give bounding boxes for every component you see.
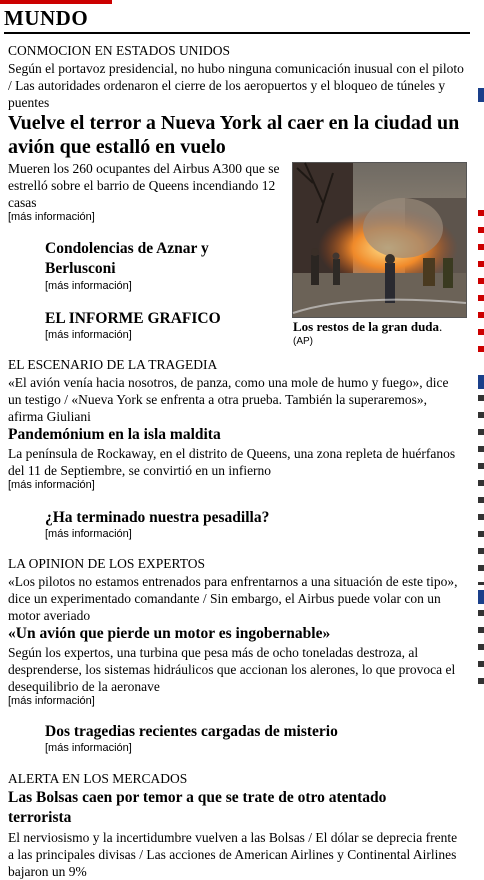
story1-more-link[interactable]: [más información] (8, 211, 95, 223)
story1-related1-more-link[interactable]: [más información] (45, 280, 132, 292)
story4-summary: El nerviosismo y la incertidumbre vuelven a las Bolsas / El dólar se deprecia frente a las principales divisas / Las acciones de American Airlines y Continental Airlines bajaron un 9% (8, 830, 458, 879)
story3-kicker: LA OPINION DE LOS EXPERTOS (8, 556, 205, 571)
photo-credit: (AP) (293, 336, 313, 347)
story1-summary: Mueren los 260 ocupantes del Airbus A300 que se estrelló sobre el barrio de Queens incendiando 12 casas (8, 161, 280, 210)
story1-headline[interactable]: Vuelve el terror a Nueva York al caer en la ciudad un avión que estalló en vuelo (8, 112, 460, 158)
story2-related1-more-link[interactable]: [más información] (45, 528, 132, 540)
story3-quote: «Los pilotos no estamos entrenados para enfrentarnos a una situación de este tipo», dice un experimentado comandante / Sin embargo, el Airbus puede volar con un motor averiado (8, 574, 458, 623)
story1-subheadline: Según el portavoz presidencial, no hubo ninguna comunicación inusual con el piloto / Las autoridades ordenaron el cierre de los aeropuertos y el bloqueo de túneles y puentes (8, 61, 464, 110)
story3-headline[interactable]: «Un avión que pierde un motor es ingobernable» (8, 625, 331, 642)
strip-blue-header (478, 88, 484, 102)
photo-caption (293, 319, 442, 335)
story1-kicker: CONMOCION EN ESTADOS UNIDOS (8, 43, 231, 58)
story4-kicker: ALERTA EN LOS MERCADOS (8, 771, 188, 786)
story2-quote: «El avión venía hacia nosotros, de panza, como una mole de humo y fuego», dice un testigo / «Nueva York se enfrenta a otra prueba. También la superaremos», afirma Giuliani (8, 375, 449, 424)
strip-dark-links (478, 395, 484, 585)
strip-blue-header-3 (478, 590, 484, 604)
story3-related1-headline[interactable]: Dos tragedias recientes cargadas de misterio (45, 723, 338, 740)
strip-blue-header-2 (478, 375, 484, 389)
story4-headline[interactable]: Las Bolsas caen por temor a que se trate de otro atentado terrorista (8, 789, 387, 826)
adjacent-column-strip (478, 0, 484, 870)
photo-caption-period: . (439, 319, 443, 334)
top-accent-bar (0, 0, 112, 4)
section-title: MUNDO (4, 6, 470, 34)
photo-caption-text: Los restos de la gran duda (293, 319, 440, 334)
story2-headline[interactable]: Pandemónium en la isla maldita (8, 426, 221, 443)
story1-related2-more-link[interactable]: [más información] (45, 329, 132, 341)
story3-related1-more-link[interactable]: [más información] (45, 742, 132, 754)
strip-red-links (478, 210, 484, 360)
story2-related1-headline[interactable]: ¿Ha terminado nuestra pesadilla? (45, 509, 270, 526)
story2-summary: La península de Rockaway, en el distrito de Queens, una zona repleta de huérfanos del 11 de Septiembre, se convirtió en un infierno (8, 446, 456, 478)
strip-dark-links-2 (478, 610, 484, 690)
story1-related1-headline[interactable]: Condolencias de Aznar y Berlusconi (45, 240, 209, 277)
story1-related2-headline[interactable]: EL INFORME GRAFICO (45, 310, 221, 327)
story3-more-link[interactable]: [más información] (8, 695, 95, 707)
story2-more-link[interactable]: [más información] (8, 479, 95, 491)
crash-scene-image (293, 163, 466, 317)
story2-kicker: EL ESCENARIO DE LA TRAGEDIA (8, 357, 218, 372)
story3-summary: Según los expertos, una turbina que pesa más de ocho toneladas destroza, al desprenderse, los sistemas hidráulicos que accionan los alerones, lo que provoca el desequilibrio de la aeronave (8, 645, 456, 694)
news-photo[interactable] (292, 162, 467, 318)
